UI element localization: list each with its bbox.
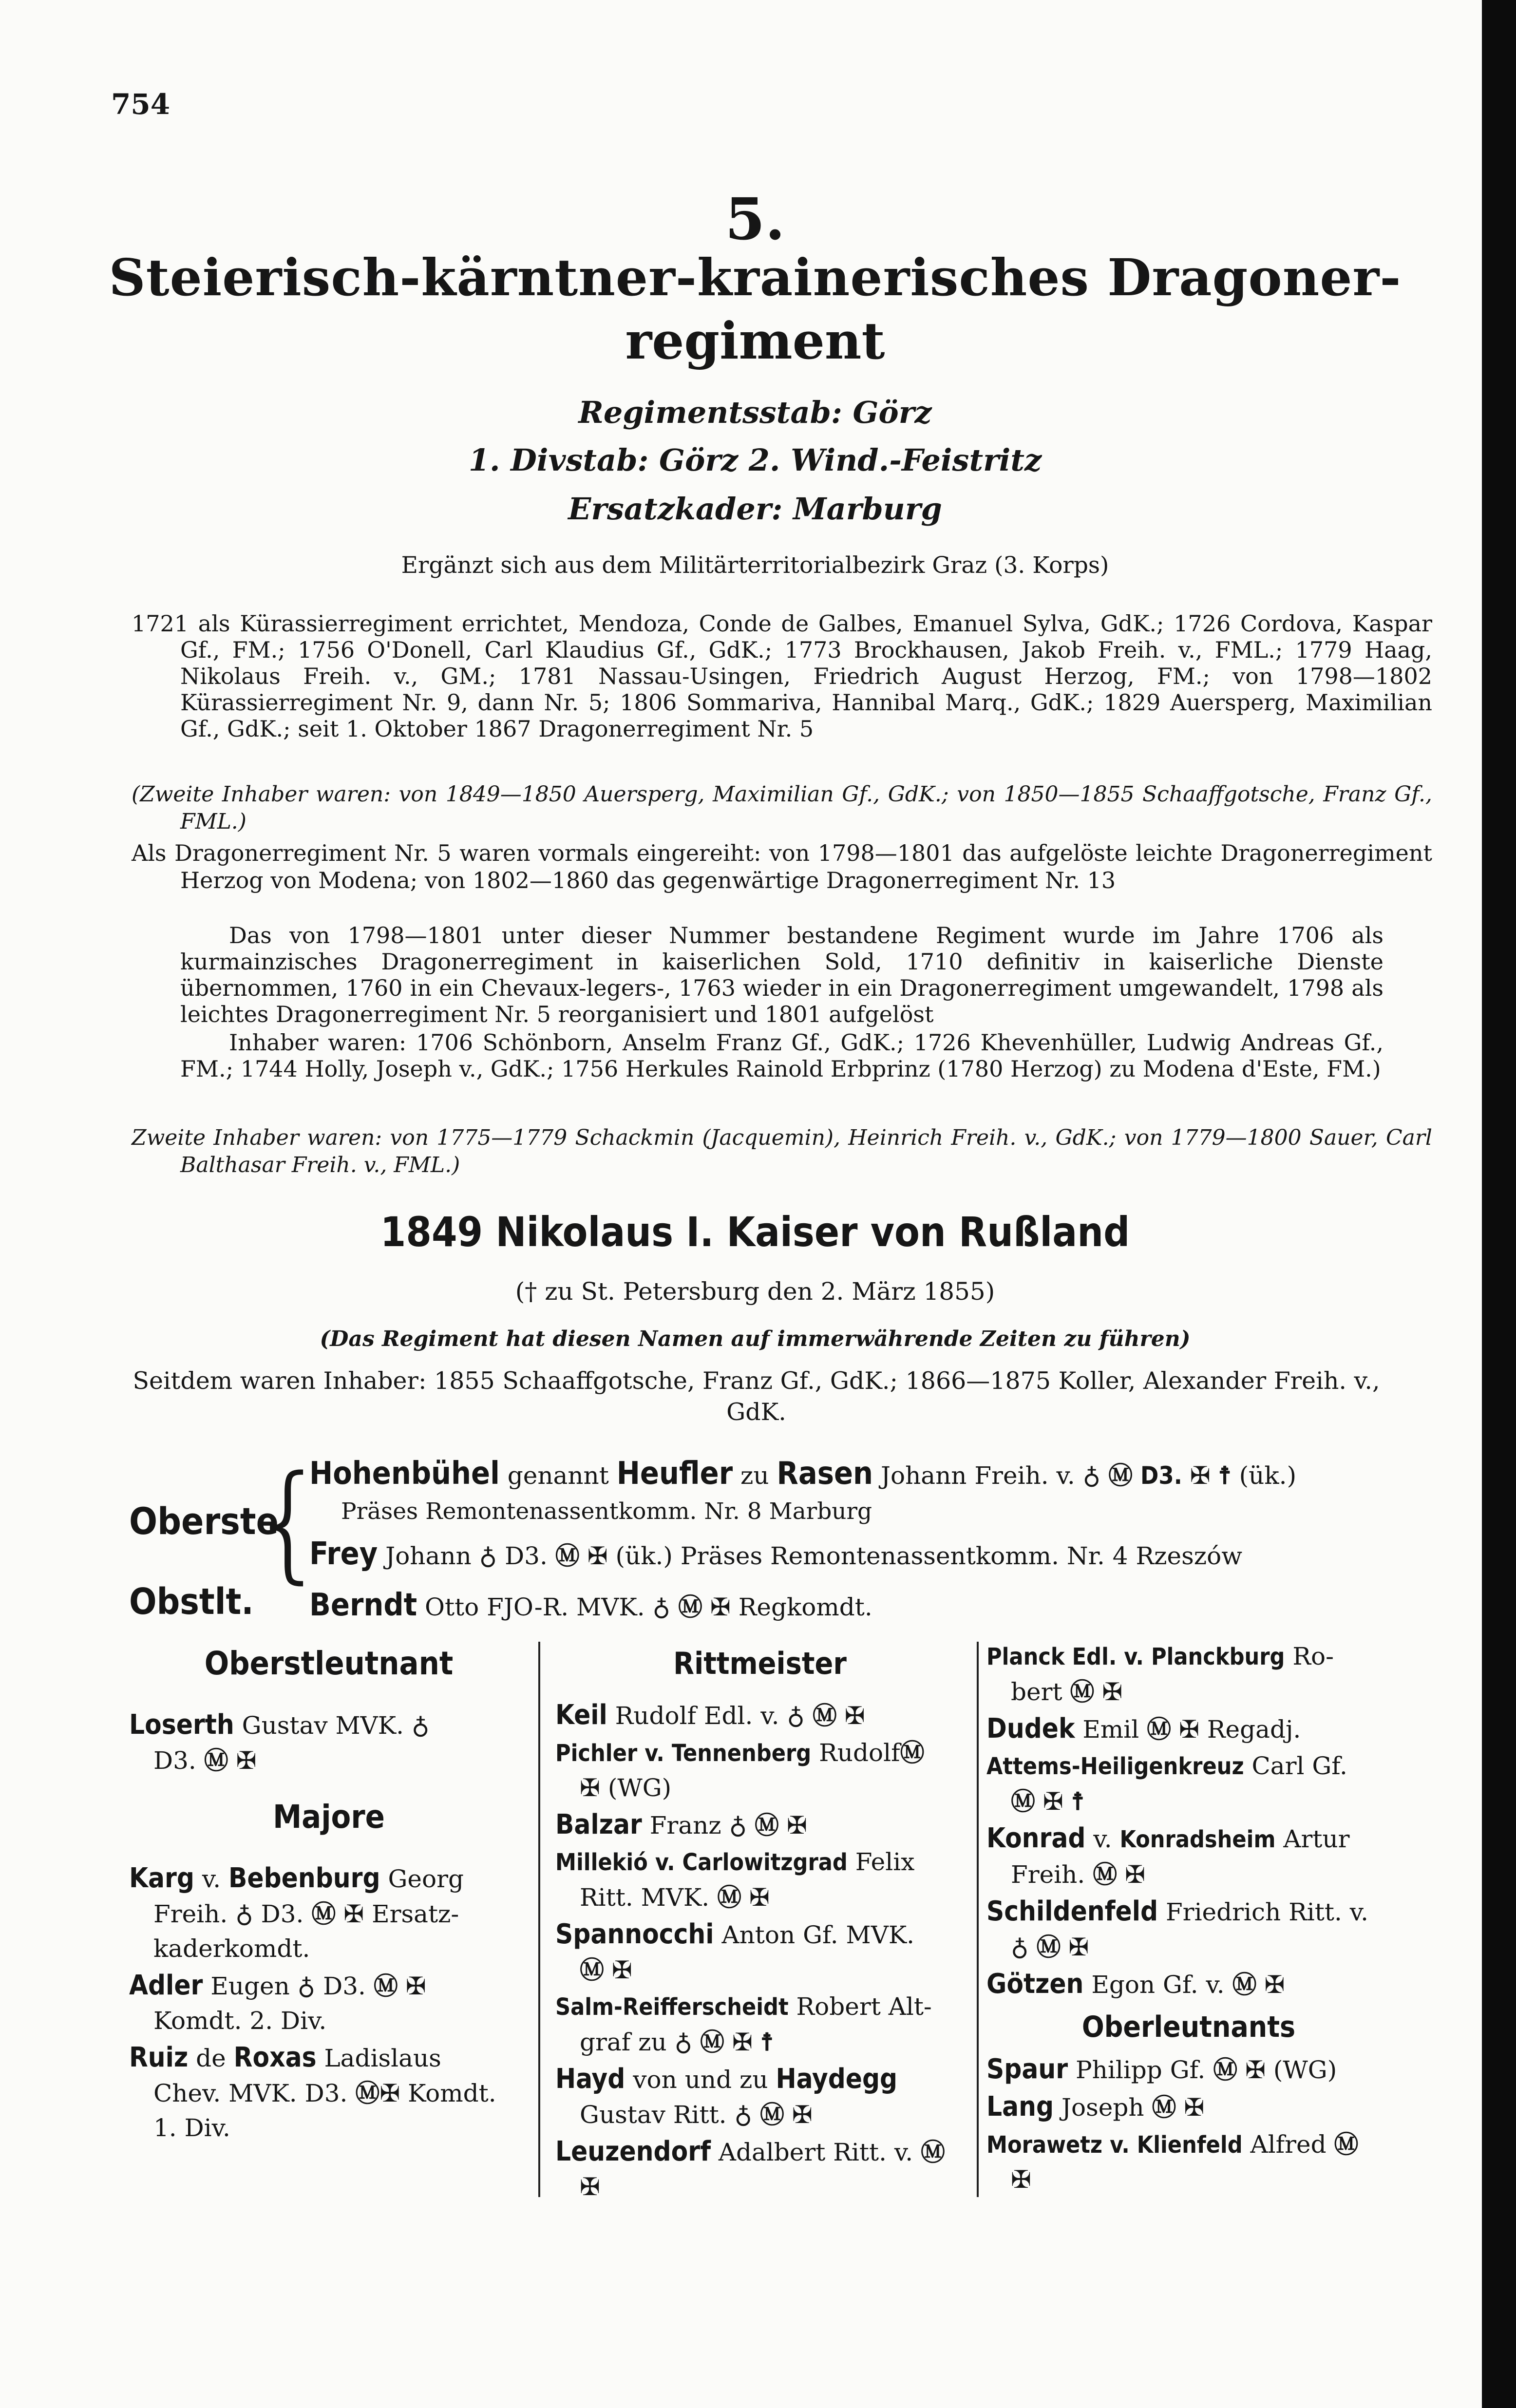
m-circle-icon: Ⓜ xyxy=(900,1738,925,1767)
cross-icon: ✠ xyxy=(343,1900,364,1928)
cross-icon: ✠ xyxy=(1184,2093,1205,2122)
text: graf zu xyxy=(580,2028,667,2056)
heading-oberleutnants: Oberleutnants xyxy=(1081,2010,1296,2044)
text: (ük.) xyxy=(1239,1461,1297,1490)
cross-icon: ✠ xyxy=(786,1811,807,1839)
medal-icon: ♁ xyxy=(787,1701,805,1730)
medal-icon: ♁ xyxy=(729,1811,747,1839)
text: Ritt. MVK. xyxy=(580,1883,710,1912)
title-line-1: Steierisch-kärntner-krainerisches Dragoner- xyxy=(109,247,1402,307)
name: Konradsheim xyxy=(1119,1826,1276,1853)
cross-icon: ✠ xyxy=(1125,1860,1145,1889)
medal-icon: ♁ xyxy=(1082,1461,1101,1490)
text: D3. xyxy=(153,1746,196,1775)
cross-icon: ✠ xyxy=(379,2079,400,2107)
text: Emil xyxy=(1082,1715,1139,1744)
staff-line: Ersatzkader: Marburg xyxy=(568,491,942,527)
text: Artur xyxy=(1283,1825,1350,1853)
name: Heufler xyxy=(616,1456,733,1492)
text: Joseph xyxy=(1061,2093,1144,2122)
name: Roxas xyxy=(233,2042,317,2073)
cross-icon: ✠ xyxy=(1190,1461,1211,1490)
name: Hohenbühel xyxy=(309,1456,500,1492)
m-circle-icon: Ⓜ xyxy=(678,1593,702,1621)
name: Lang xyxy=(986,2091,1054,2123)
oberste-2 xyxy=(309,1535,1391,1575)
officer-entry xyxy=(555,1845,965,1915)
m-circle-icon: Ⓜ xyxy=(759,2100,784,2129)
title-line-2: regiment xyxy=(625,311,885,371)
text: Carl Gf. xyxy=(1251,1752,1347,1780)
text: Regadj. xyxy=(1207,1715,1301,1744)
text: zu xyxy=(740,1461,769,1490)
staff-line: Regimentsstab: Görz xyxy=(578,395,932,430)
name: Salm-Reifferscheidt xyxy=(555,1993,789,2021)
name: Ruiz xyxy=(129,2042,189,2073)
obstlt-label: Obstlt. xyxy=(129,1581,254,1623)
text: Chev. MVK. xyxy=(153,2079,297,2107)
medal-icon: ♁ xyxy=(235,1899,253,1928)
column-divider xyxy=(977,1642,979,2197)
name: Frey xyxy=(309,1536,378,1572)
dagger-icon: ☨ xyxy=(1071,1787,1084,1816)
text: D3. xyxy=(323,1972,366,2000)
name: Konrad xyxy=(986,1822,1086,1854)
m-circle-icon: Ⓜ xyxy=(717,1883,742,1912)
obstlt xyxy=(309,1586,872,1627)
officer-entry xyxy=(129,1861,529,1966)
officer-entry xyxy=(986,1967,1391,2002)
text: von und zu xyxy=(633,2066,768,2094)
text: Gustav Ritt. xyxy=(580,2101,727,2129)
m-circle-icon: Ⓜ xyxy=(355,2079,380,2107)
dagger-icon: ☨ xyxy=(1218,1461,1232,1490)
cross-icon: ✠ xyxy=(236,1746,257,1775)
column-3 xyxy=(986,1639,1391,2199)
text: D3. xyxy=(1140,1461,1182,1490)
cross-icon: ✠ xyxy=(580,2173,600,2201)
text: Gustav MVK. xyxy=(242,1711,404,1740)
text: Komdt. 2. Div. xyxy=(153,2007,327,2035)
text: D3. xyxy=(505,1542,548,1570)
oberste-label: Oberste xyxy=(129,1499,279,1543)
owner-note: (Das Regiment hat diesen Namen auf immerwährende Zeiten zu führen) xyxy=(320,1327,1191,1351)
name: Bebenburg xyxy=(228,1862,380,1894)
officer-entry xyxy=(555,1735,965,1805)
m-circle-icon: Ⓜ xyxy=(700,2028,725,2056)
text: genannt xyxy=(507,1461,609,1490)
cross-icon: ✠ xyxy=(732,2028,753,2056)
cross-icon: ✠ xyxy=(587,1542,608,1570)
medal-icon: ♁ xyxy=(734,2100,753,2129)
heading-oberstleutnant: Oberstleutnant xyxy=(204,1645,454,1682)
name: Millekió v. Carlowitzgrad xyxy=(555,1849,848,1876)
text: Johann Freih. v. xyxy=(880,1461,1075,1490)
column-2 xyxy=(555,1639,965,2206)
officer-entry xyxy=(129,1968,529,2038)
oberste-1 xyxy=(309,1454,1391,1495)
medal-icon: ♁ xyxy=(674,2028,693,2056)
name: Attems-Heiligenkreuz xyxy=(986,1753,1244,1780)
m-circle-icon: Ⓜ xyxy=(1232,1970,1257,1999)
name: Berndt xyxy=(309,1587,417,1623)
m-circle-icon: Ⓜ xyxy=(1334,2130,1359,2159)
heading-rittmeister: Rittmeister xyxy=(673,1646,847,1681)
owner-since: Seitdem waren Inhaber: 1855 Schaaffgotsche, Franz Gf., GdK.; 1866—1875 Koller, Alexander Freih. v., GdK. xyxy=(133,1367,1380,1426)
text: v. xyxy=(202,1865,221,1893)
text: Regkomdt. xyxy=(738,1593,872,1621)
name: Hayd xyxy=(555,2063,625,2095)
text: Egon Gf. v. xyxy=(1091,1971,1225,1999)
name: Adler xyxy=(129,1970,203,2001)
text: Otto FJO-R. MVK. xyxy=(425,1593,645,1621)
m-circle-icon: Ⓜ xyxy=(555,1541,580,1570)
officer-entry xyxy=(555,1917,965,1988)
officer-entry xyxy=(986,1639,1391,1709)
text: Philipp Gf. xyxy=(1075,2056,1206,2084)
medal-icon: ♁ xyxy=(297,1972,316,2000)
m-circle-icon: Ⓜ xyxy=(1147,1715,1172,1744)
text: (ük.) xyxy=(615,1542,673,1570)
page-number: 754 xyxy=(111,88,171,121)
officer-entry xyxy=(986,1821,1391,1892)
text: kaderkomdt. xyxy=(153,1934,310,1963)
m-circle-icon: Ⓜ xyxy=(580,1955,604,1984)
cross-icon: ✠ xyxy=(1179,1715,1199,1744)
text: Johann xyxy=(385,1542,472,1570)
text: 1. Div. xyxy=(153,2114,230,2142)
dagger-icon: ☨ xyxy=(760,2028,774,2056)
history-para: 1721 als Kürassierregiment errichtet, Mendoza, Conde de Galbes, Emanuel Sylva, GdK.; 1726 Cordova, Kaspar Gf., FM.; 1756 O'Donell, Carl Klaudius Gf., GdK.; 1773 Brockhausen, Jakob Freih. v., FML.; 1779 Haag, Nikolaus Freih. v., GM.; 1781 Nassau-Usingen, Friedrich August Herzog, FM.; von 1798—1802 Kürassierregiment Nr. 9, dann Nr. 5; 1806 Sommariva, Hannibal Marq., GdK.; 1829 Auersperg, Maximilian Gf., GdK.; seit 1. Oktober 1867 Dragonerregiment Nr. 5 xyxy=(132,610,1432,742)
text: Anton Gf. MVK. xyxy=(721,1921,915,1949)
officer-entry xyxy=(555,2062,965,2132)
m-circle-icon: Ⓜ xyxy=(204,1746,228,1775)
text: D3. xyxy=(261,1900,304,1928)
officer-entry xyxy=(555,2134,965,2204)
oberste-1-line2: Präses Remontenassentkomm. Nr. 8 Marburg xyxy=(341,1498,872,1525)
cross-icon: ✠ xyxy=(844,1702,865,1730)
text: Eugen xyxy=(210,1972,290,2000)
text: Ro- xyxy=(1292,1642,1334,1670)
name: Dudek xyxy=(986,1713,1075,1744)
staff-line: 1. Divstab: Görz 2. Wind.-Feistritz xyxy=(468,442,1042,478)
cross-icon: ✠ xyxy=(611,1956,632,1984)
text: Adalbert Ritt. v. xyxy=(718,2138,913,2166)
text: Präses Remontenassentkomm. Nr. 4 Rzeszów xyxy=(680,1542,1242,1570)
officer-entry xyxy=(986,2089,1391,2125)
name: Planck Edl. v. Planckburg xyxy=(986,1643,1285,1670)
name: Leuzendorf xyxy=(555,2136,711,2167)
m-circle-icon: Ⓜ xyxy=(1213,2055,1238,2084)
text: Rudolf xyxy=(819,1739,900,1767)
m-circle-icon: Ⓜ xyxy=(373,1972,398,2000)
name: Spaur xyxy=(986,2053,1068,2085)
brace: { xyxy=(248,1449,329,1596)
text: Franz xyxy=(649,1811,721,1839)
name: Spannocchi xyxy=(555,1918,714,1950)
section-number: 5. xyxy=(725,185,785,253)
m-circle-icon: Ⓜ xyxy=(1036,1933,1061,1961)
text: Georg xyxy=(388,1865,464,1893)
officer-entry xyxy=(555,1807,965,1843)
name: Schildenfeld xyxy=(986,1896,1158,1927)
name: Pichler v. Tennenberg xyxy=(555,1740,812,1767)
officer-entry xyxy=(555,1698,965,1733)
owner-heading: 1849 Nikolaus I. Kaiser von Rußland xyxy=(380,1208,1130,1256)
column-1 xyxy=(129,1639,529,2147)
m-circle-icon: Ⓜ xyxy=(1108,1461,1133,1490)
officer-entry xyxy=(986,1711,1391,1747)
m-circle-icon: Ⓜ xyxy=(311,1899,336,1928)
text: Ersatz- xyxy=(372,1900,459,1928)
text: D3. xyxy=(304,2079,348,2107)
name: Karg xyxy=(129,1862,194,1894)
cross-icon: ✠ xyxy=(792,2101,813,2129)
m-circle-icon: Ⓜ xyxy=(1070,1677,1095,1706)
cross-icon: ✠ xyxy=(580,1774,600,1802)
cross-icon: ✠ xyxy=(710,1593,731,1621)
m-circle-icon: Ⓜ xyxy=(1011,1787,1035,1816)
text: bert xyxy=(1011,1678,1062,1706)
m-circle-icon: Ⓜ xyxy=(1093,1860,1118,1889)
officer-entry xyxy=(986,2052,1391,2087)
m-circle-icon: Ⓜ xyxy=(921,2138,945,2166)
officer-entry xyxy=(986,1749,1391,1819)
medal-icon: ♁ xyxy=(411,1711,430,1740)
name: Balzar xyxy=(555,1809,642,1840)
cross-icon: ✠ xyxy=(1245,2056,1266,2084)
history-para: Das von 1798—1801 unter dieser Nummer bestandene Regiment wurde im Jahre 1706 als kurmainzisches Dragonerregiment in kaiserlichen Sold, 1710 definitiv in kaiserliche Dienste übernommen, 1760 in ein Chevaux-legers-, 1763 wieder in ein Dragonerregiment umgewandelt, 1798 als leichtes Dragonerregiment Nr. 5 reorganisiert und 1801 aufgelöst xyxy=(180,922,1383,1027)
cross-icon: ✠ xyxy=(1068,1933,1089,1961)
history-para-italic: Zweite Inhaber waren: von 1775—1779 Schackmin (Jacquemin), Heinrich Freih. v., GdK.; von 1779—1800 Sauer, Carl Balthasar Freih. v., FML.) xyxy=(132,1125,1432,1177)
recruitment: Ergänzt sich aus dem Militärterritorialbezirk Graz (3. Korps) xyxy=(401,552,1109,579)
heading-majore: Majore xyxy=(273,1798,385,1836)
cross-icon: ✠ xyxy=(405,1972,426,2000)
text: de xyxy=(196,2044,226,2072)
text: Rudolf Edl. v. xyxy=(615,1702,779,1730)
history-para-italic: (Zweite Inhaber waren: von 1849—1850 Auersperg, Maximilian Gf., GdK.; von 1850—1855 Schaaffgotsche, Franz Gf., FML.) xyxy=(132,782,1432,834)
medal-icon: ♁ xyxy=(652,1593,671,1621)
name: Loserth xyxy=(129,1709,234,1741)
cross-icon: ✠ xyxy=(749,1883,770,1912)
name: Keil xyxy=(555,1699,607,1731)
owner-death: († zu St. Petersburg den 2. März 1855) xyxy=(515,1277,995,1306)
cross-icon: ✠ xyxy=(1011,2165,1031,2194)
officer-entry xyxy=(986,1894,1391,1965)
text: (WG) xyxy=(1273,2056,1337,2084)
officer-entry xyxy=(129,2040,529,2145)
name: Morawetz v. Klienfeld xyxy=(986,2131,1243,2159)
name: Götzen xyxy=(986,1968,1084,2000)
text: Ladislaus xyxy=(324,2044,441,2072)
m-circle-icon: Ⓜ xyxy=(1152,2093,1176,2122)
text: Komdt. xyxy=(408,2079,496,2107)
text: v. xyxy=(1093,1825,1112,1853)
m-circle-icon: Ⓜ xyxy=(812,1701,837,1730)
name: Haydegg xyxy=(776,2063,898,2095)
cross-icon: ✠ xyxy=(1042,1787,1063,1816)
officer-entry xyxy=(129,1707,529,1778)
m-circle-icon: Ⓜ xyxy=(755,1811,779,1839)
name: Rasen xyxy=(777,1456,873,1492)
officer-entry xyxy=(986,2127,1391,2197)
medal-icon: ♁ xyxy=(1011,1933,1029,1961)
history-para: Als Dragonerregiment Nr. 5 waren vormals eingereiht: von 1798—1801 das aufgelöste leichte Dragonerregiment Herzog von Modena; von 1802—1860 das gegenwärtige Dragonerregiment Nr. 13 xyxy=(132,840,1432,893)
text: Freih. xyxy=(1011,1860,1085,1889)
text: (WG) xyxy=(607,1774,672,1802)
text: Freih. xyxy=(153,1900,228,1928)
cross-icon: ✠ xyxy=(1264,1971,1285,1999)
text: Friedrich Ritt. v. xyxy=(1165,1898,1368,1926)
text: Felix xyxy=(855,1848,915,1876)
medal-icon: ♁ xyxy=(479,1541,497,1570)
column-divider xyxy=(538,1642,540,2197)
text: Robert Alt- xyxy=(796,1992,932,2021)
scan-edge xyxy=(1482,0,1516,2408)
text: Alfred xyxy=(1250,2130,1326,2159)
history-para: Inhaber waren: 1706 Schönborn, Anselm Franz Gf., GdK.; 1726 Khevenhüller, Ludwig Andreas Gf., FM.; 1744 Holly, Joseph v., GdK.; 1756 Herkules Rainold Erbprinz (1780 Herzog) zu Modena d'Este, FM.) xyxy=(180,1029,1383,1082)
officer-entry xyxy=(555,1990,965,2060)
cross-icon: ✠ xyxy=(1102,1678,1123,1706)
